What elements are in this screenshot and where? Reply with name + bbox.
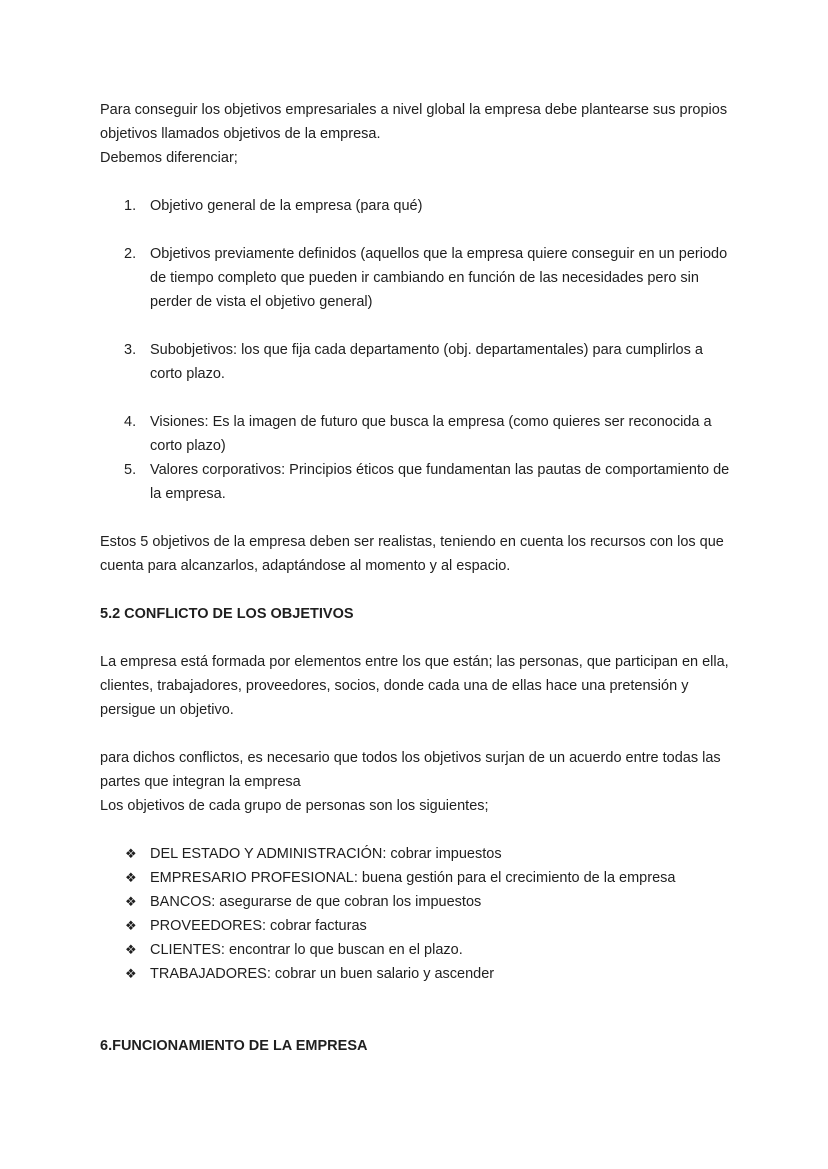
- list-item-text: Objetivos previamente definidos (aquellos que la empresa quiere conseguir en un periodo de tiempo completo que pueden ir cambiando en función de las necesidades pero sin perder de vista el objetivo general): [150, 246, 728, 310]
- list-item-text: Subobjetivos: los que fija cada departamento (obj. departamentales) para cumplirlos a corto plazo.: [150, 342, 703, 382]
- list-item-text: Visiones: Es la imagen de futuro que busca la empresa (como quieres ser reconocida a corto plazo): [150, 414, 712, 454]
- section-heading-6: 6.FUNCIONAMIENTO DE LA EMPRESA: [100, 1038, 368, 1054]
- list-number: 1.: [124, 198, 137, 214]
- list-item-text: Objetivo general de la empresa (para qué): [150, 198, 423, 214]
- list-item: [100, 890, 735, 914]
- list-item-text: BANCOS: asegurarse de que cobran los impuestos: [150, 894, 482, 910]
- list-item-text: PROVEEDORES: cobrar facturas: [150, 918, 367, 934]
- intro-text: Para conseguir los objetivos empresariales a nivel global la empresa debe plantearse sus propios objetivos llamados objetivos de la empresa.: [100, 102, 728, 142]
- diamond-bullet-icon: ❖: [125, 918, 137, 933]
- diamond-bullet-icon: ❖: [125, 966, 137, 981]
- diamond-bullet-icon: ❖: [125, 870, 137, 885]
- list-item-text: DEL ESTADO Y ADMINISTRACIÓN: cobrar impuestos: [150, 846, 502, 862]
- diamond-bullet-icon: ❖: [125, 942, 137, 957]
- agreement-text: para dichos conflictos, es necesario que todos los objetivos surjan de un acuerdo entre todas las partes que integran la empresa: [100, 750, 721, 790]
- list-item: [100, 194, 735, 218]
- list-item-text: TRABAJADORES: cobrar un buen salario y ascender: [150, 966, 495, 982]
- list-item: [100, 962, 735, 986]
- objectives-numbered-list: [100, 194, 735, 506]
- list-number: 5.: [124, 462, 137, 478]
- list-item-text: EMPRESARIO PROFESIONAL: buena gestión para el crecimiento de la empresa: [150, 870, 676, 886]
- diamond-bullet-icon: ❖: [125, 894, 137, 909]
- conflict-paragraph: La empresa está formada por elementos entre los que están; las personas, que participan en ella, clientes, trabajadores, proveedores, socios, donde cada una de ellas hace una pretensión y persigue un objetivo.: [100, 654, 729, 718]
- list-number: 2.: [124, 246, 137, 262]
- list-item-text: Valores corporativos: Principios éticos que fundamentan las pautas de comportamiento de la empresa.: [150, 462, 730, 502]
- summary-paragraph: Estos 5 objetivos de la empresa deben ser realistas, teniendo en cuenta los recursos con los que cuenta para alcanzarlos, adaptándose al momento y al espacio.: [100, 534, 724, 574]
- list-item-text: CLIENTES: encontrar lo que buscan en el plazo.: [150, 942, 463, 958]
- intro-text-diferenciar: Debemos diferenciar;: [100, 150, 238, 166]
- document-page: [100, 98, 735, 1058]
- list-item: [100, 458, 735, 506]
- list-number: 3.: [124, 342, 137, 358]
- list-item: [100, 914, 735, 938]
- list-item: [100, 338, 735, 386]
- intro-paragraph: [100, 98, 735, 170]
- section-heading-5-2: 5.2 CONFLICTO DE LOS OBJETIVOS: [100, 606, 354, 622]
- groups-bullet-list: [100, 842, 735, 986]
- list-item: [100, 242, 735, 314]
- list-item: [100, 866, 735, 890]
- groups-intro-text: Los objetivos de cada grupo de personas son los siguientes;: [100, 798, 489, 814]
- diamond-bullet-icon: ❖: [125, 846, 137, 861]
- agreement-paragraph: [100, 746, 735, 818]
- list-number: 4.: [124, 414, 137, 430]
- list-item: [100, 938, 735, 962]
- list-item: [100, 410, 735, 458]
- list-item: [100, 842, 735, 866]
